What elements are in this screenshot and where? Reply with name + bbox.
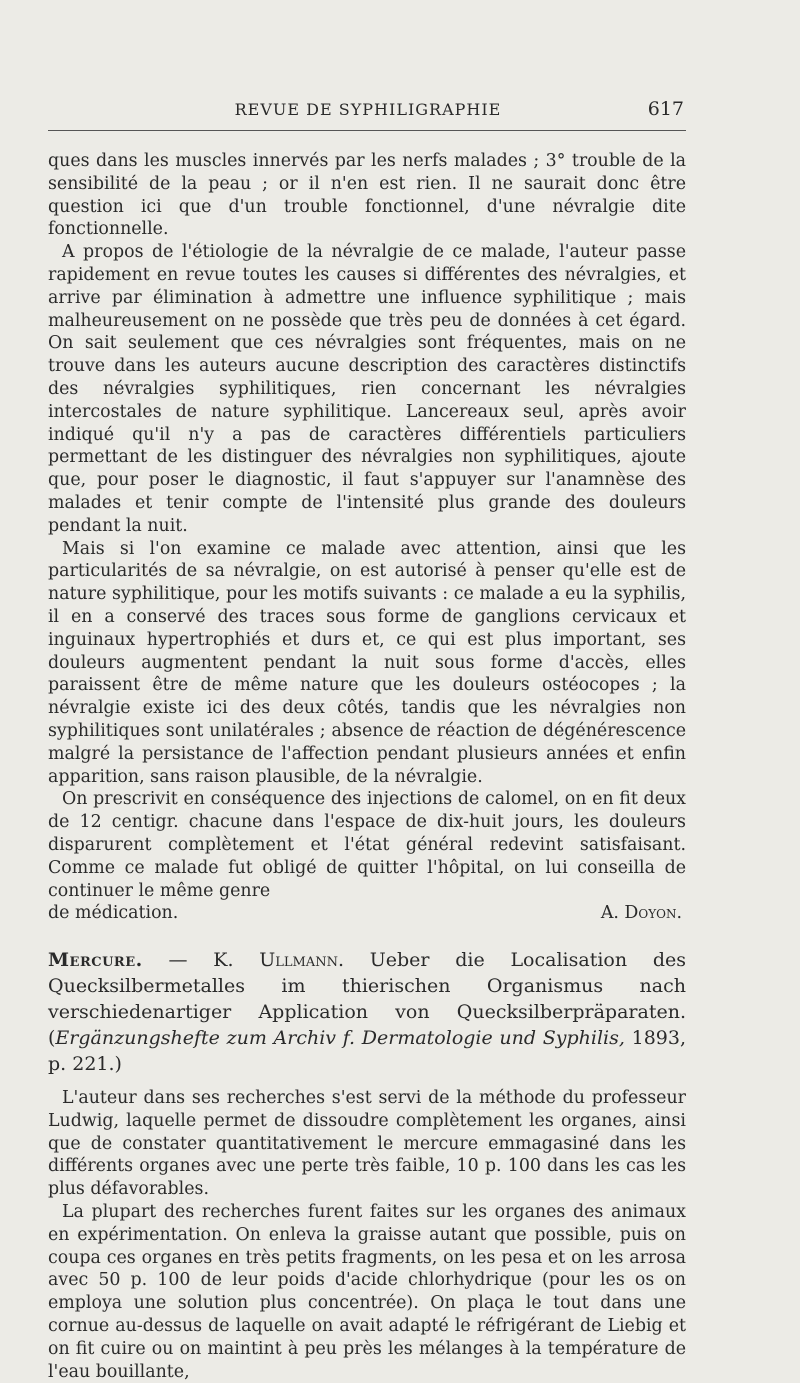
paragraph: L'auteur dans ses recherches s'est servi de la méthode du professeur Ludwig, laquelle permet de dissoudre complètement les organes, ainsi que de constater quantitativement le mercure emmagasiné dans les différents organes avec une perte très faible, 10 p. 100 dans les cas les plus défavorables.	[48, 1088, 686, 1200]
closing-line	[48, 902, 686, 925]
reviewer-signature: A. Doyon.	[600, 903, 682, 924]
entry-source: Ergänzungshefte zum Archiv f. Dermatologie und Syphilis,	[55, 1027, 625, 1050]
entry-source-rest: 1893, p. 221.)	[48, 1027, 686, 1076]
review-syphilitic-neuralgia	[48, 150, 686, 925]
entry-title: Ueber die Localisation des Quecksilbermetalles im thierischen Organismus nach verschiedenartiger Application von Quecksilberpräparaten.	[48, 949, 686, 1024]
running-title: REVUE DE SYPHILIGRAPHIE	[234, 100, 502, 119]
entry-heading	[48, 947, 686, 1077]
page-number: 617	[647, 98, 684, 120]
review-mercury	[48, 947, 686, 1383]
header-rule	[48, 130, 686, 131]
entry-keyword: Mercure.	[48, 949, 143, 972]
paragraph: ques dans les muscles innervés par les nerfs malades ; 3° trouble de la sensibilité de la peau ; or il n'en est rien. Il ne saurait donc être question ici que d'un trouble fonctionnel, d'une névralgie dite fonctionnelle.	[48, 151, 686, 240]
body-text	[48, 150, 686, 1383]
paragraph: On prescrivit en conséquence des injections de calomel, on en fit deux de 12 centigr. chacune dans l'espace de dix-huit jours, les douleurs disparurent complètement et l'état général redevint satisfaisant. Comme ce malade fut obligé de quitter l'hôpital, on lui conseilla de continuer le même genre	[48, 789, 686, 901]
paragraph: Mais si l'on examine ce malade avec attention, ainsi que les particularités de sa névralgie, on est autorisé à penser qu'elle est de nature syphilitique, pour les motifs suivants : ce malade a eu la syphilis, il en a conservé des traces sous forme de ganglions cervicaux et inguinaux hypertrophiés et durs et, ce qui est plus important, ses douleurs augmentent pendant la nuit sous forme d'accès, elles paraissent être de même nature que les douleurs ostéocopes ; la névralgie existe ici des deux côtés, tandis que les névralgies non syphilitiques sont unilatérales ; absence de réaction de dégénérescence malgré la persistance de l'affection pendant plusieurs années et enfin apparition, sans raison plausible, de la névralgie.	[48, 538, 686, 787]
entry-source-open: (	[48, 1027, 56, 1050]
paragraph-end: de médication.	[48, 903, 179, 924]
entry-dash: —	[142, 949, 214, 972]
entry-author: K. Ullmann.	[213, 949, 344, 972]
page-header	[48, 98, 688, 128]
paragraph: A propos de l'étiologie de la névralgie de ce malade, l'auteur passe rapidement en revue toutes les causes si différentes des névralgies, et arrive par élimination à admettre une influence syphilitique ; mais malheureusement on ne possède que très peu de données à cet égard. On sait seulement que ces névralgies sont fréquentes, mais on ne trouve dans les auteurs aucune description des caractères distinctifs des névralgies syphilitiques, rien concernant les névralgies intercostales de nature syphilitique. Lancereaux seul, après avoir indiqué qu'il n'y a pas de caractères différentiels particuliers permettant de les distinguer des névralgies non syphilitiques, ajoute que, pour poser le diagnostic, il faut s'appuyer sur l'anamnèse des malades et tenir compte de l'intensité plus grande des douleurs pendant la nuit.	[48, 242, 686, 536]
paragraph: La plupart des recherches furent faites sur les organes des animaux en expérimentation. On enleva la graisse autant que possible, puis on coupa ces organes en très petits fragments, on les pesa et on les arrosa avec 50 p. 100 de leur poids d'acide chlorhydrique (pour les os on employa une solution plus concentrée). On plaça le tout dans une cornue au-dessus de laquelle on avait adapté le réfrigérant de Liebig et on fit cuire ou on maintint à peu près les mélanges à la température de l'eau bouillante,	[48, 1202, 686, 1382]
